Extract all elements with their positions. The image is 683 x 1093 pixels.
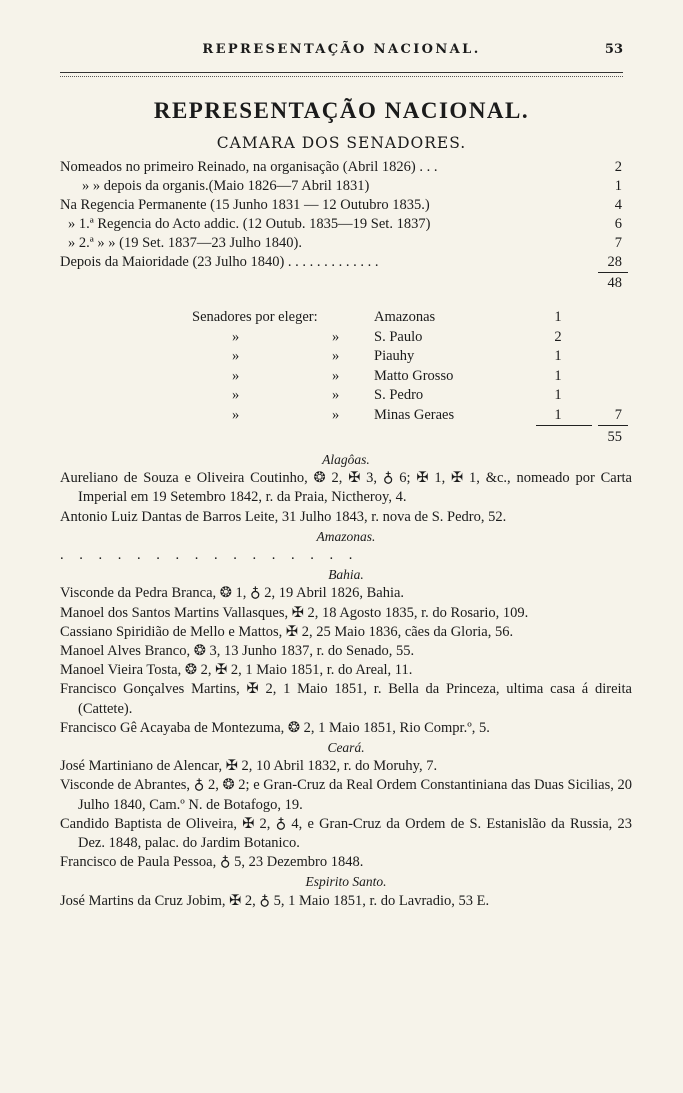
elect-count: 2 (554, 328, 562, 345)
senator-entry: Candido Baptista de Oliveira, ✠ 2, ♁ 4, e Gran-Cruz da Ordem de S. Estanislão da Russia, 23 Dez. 1848, palac. do Jardim Botanico. (60, 815, 632, 851)
elect-province: Amazonas (374, 309, 436, 325)
elect-row (60, 328, 628, 348)
summary-row-text: Depois da Maioridade (23 Julho 1840) . . . . . . . . . . . . . (60, 254, 379, 270)
elect-row (60, 308, 628, 328)
elect-province: Matto Grosso (374, 367, 454, 384)
elect-grand-total: 55 (607, 429, 622, 445)
ditto-mark: » (332, 348, 340, 364)
chamber-subtitle: CAMARA DOS SENADORES. (216, 134, 467, 152)
senator-entry: José Martiniano de Alencar, ✠ 2, 10 Abril 1832, r. do Moruhy, 7. (60, 758, 438, 775)
elect-province: Minas Geraes (374, 406, 455, 423)
ditto-mark: » (232, 328, 240, 345)
summary-row-value: 7 (614, 235, 622, 251)
elect-province: S. Paulo (374, 328, 423, 345)
senator-entry: Manoel Vieira Tosta, ❂ 2, ✠ 2, 1 Maio 1851, r. do Areal, 11. (60, 662, 413, 679)
running-title: REPRESENTAÇÃO NACIONAL. (202, 42, 481, 57)
appointments-summary (60, 158, 628, 294)
elect-count: 1 (554, 309, 562, 325)
ditto-mark: » (332, 387, 340, 403)
senator-entry: Manoel Alves Branco, ❂ 3, 13 Junho 1837, r. do Senado, 55. (60, 642, 415, 659)
ditto-mark: » (332, 328, 340, 345)
senator-entry: Francisco Gê Acayaba de Montezuma, ❂ 2, 1 Maio 1851, Rio Compr.º, 5. (60, 719, 490, 736)
summary-total: 48 (607, 275, 622, 291)
senator-entry: Manoel dos Santos Martins Vallasques, ✠ 2, 18 Agosto 1835, r. do Rosario, 109. (60, 604, 529, 621)
senator-entry: Francisco de Paula Pessoa, ♁ 5, 23 Dezembro 1848. (60, 854, 364, 871)
senators-by-province (60, 450, 632, 911)
elect-row (60, 406, 628, 426)
elect-count: 1 (554, 367, 562, 384)
summary-row (60, 234, 628, 253)
ditto-mark: » (332, 406, 340, 423)
count-rule (536, 425, 592, 426)
elect-province: S. Pedro (374, 387, 424, 403)
elect-province: Piauhy (374, 348, 415, 364)
ditto-mark: » (332, 367, 340, 384)
summary-row-text: » 1.ª Regencia do Acto addic. (12 Outub. 1835—19 Set. 1837) (68, 216, 431, 232)
summary-row (60, 253, 628, 272)
senator-entry: Francisco Gonçalves Martins, ✠ 2, 1 Maio 1851, r. Bella da Princeza, ultima casa á direita (Cattete). (60, 681, 632, 717)
summary-row-text: » 2.ª » » (19 Set. 1837—23 Julho 1840). (68, 235, 302, 251)
section-title: REPRESENTAÇÃO NACIONAL. (153, 98, 530, 123)
running-header (60, 42, 623, 64)
ditto-mark: » (232, 348, 240, 364)
province-heading: Ceará. (327, 740, 365, 755)
elect-label: Senadores por eleger: (192, 309, 318, 325)
elect-count: 1 (554, 406, 562, 423)
elect-count: 1 (554, 348, 562, 364)
header-rule (60, 72, 623, 77)
summary-row-value: 2 (614, 159, 622, 175)
province-heading: Bahia. (328, 567, 364, 583)
summary-row-text: Na Regencia Permanente (15 Junho 1831 — 12 Outubro 1835.) (60, 197, 430, 213)
summary-row-value: 1 (614, 178, 622, 194)
sum-rule (598, 272, 628, 273)
ditto-mark: » (232, 406, 240, 423)
elect-row (60, 347, 628, 367)
province-heading: Alagôas. (322, 452, 370, 467)
elect-count: 1 (554, 387, 562, 403)
senator-entry: Visconde de Abrantes, ♁ 2, ❂ 2; e Gran-Cruz da Real Ordem Constantiniana das Duas Sicilias, 20 Julho 1840, Cam.º N. de Botafogo, 19. (60, 777, 632, 813)
elect-subtotal: 7 (614, 406, 622, 423)
seats-to-elect (60, 308, 628, 447)
summary-total-row (60, 272, 628, 294)
summary-row-value: 6 (614, 216, 622, 232)
senator-entry: Antonio Luiz Dantas de Barros Leite, 31 Julho 1843, r. nova de S. Pedro, 52. (60, 508, 507, 525)
senator-entry: Visconde da Pedra Branca, ❂ 1, ♁ 2, 19 Abril 1826, Bahia. (60, 585, 405, 602)
elect-row (60, 367, 628, 387)
ditto-mark: » (232, 367, 240, 384)
senator-entry: Cassiano Spiridião de Mello e Mattos, ✠ 2, 25 Maio 1836, cães da Gloria, 56. (60, 623, 514, 640)
summary-row (60, 158, 628, 177)
ditto-mark: » (232, 387, 240, 403)
total-rule (598, 425, 628, 426)
senator-entry: Aureliano de Souza e Oliveira Coutinho, ❂ 2, ✠ 3, ♁ 6; ✠ 1, ✠ 1, &c., nomeado por Carta Imperial em 19 Setembro 1842, r. da Praia, Nictheroy, 4. (60, 470, 632, 506)
senator-entry: José Martins da Cruz Jobim, ✠ 2, ♁ 5, 1 Maio 1851, r. do Lavradio, 53 E. (60, 892, 490, 909)
summary-row-text: » » depois da organis.(Maio 1826—7 Abril 1831) (82, 178, 370, 194)
summary-row (60, 177, 628, 196)
province-heading: Espirito Santo. (305, 874, 387, 890)
elect-row (60, 386, 628, 406)
summary-row-value: 4 (614, 197, 622, 213)
elect-total-row (60, 425, 628, 447)
summary-row-value: 28 (607, 254, 622, 270)
summary-row-text: Nomeados no primeiro Reinado, na organisação (Abril 1826) . . . (60, 159, 438, 175)
page-number: 53 (604, 42, 623, 57)
summary-row (60, 196, 628, 215)
vacant-dots: . . . . . . . . . . . . . . . . (60, 546, 359, 563)
province-heading: Amazonas. (316, 528, 376, 544)
summary-row (60, 215, 628, 234)
